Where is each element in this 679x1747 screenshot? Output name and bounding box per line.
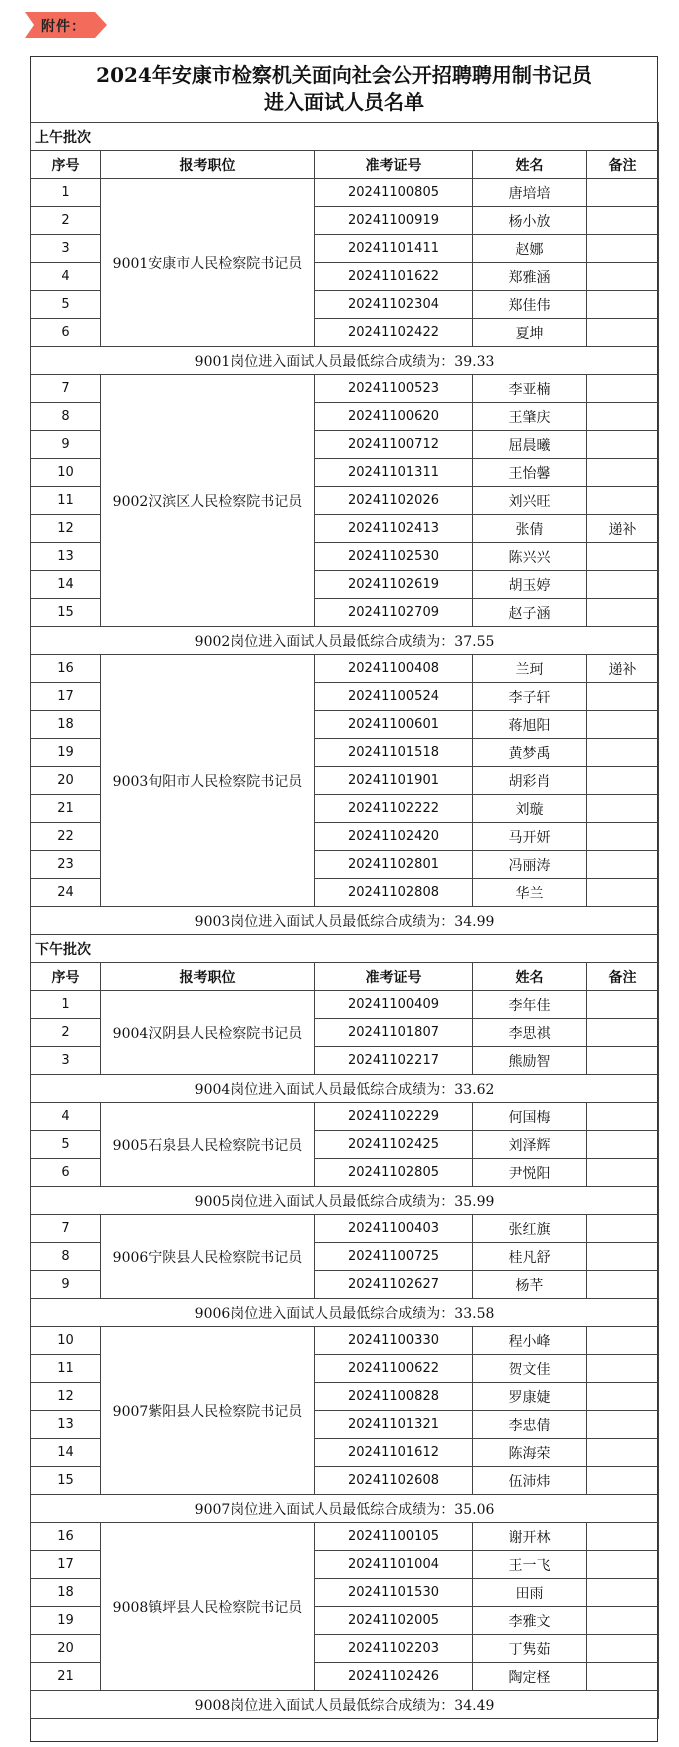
note-cell [587, 571, 659, 599]
name-cell: 王肇庆 [473, 403, 587, 431]
min-score-summary: 9006岗位进入面试人员最低综合成绩为：33.58 [31, 1299, 659, 1327]
ticket-cell: 20241102217 [315, 1047, 473, 1075]
note-cell [587, 263, 659, 291]
name-cell: 刘兴旺 [473, 487, 587, 515]
name-cell: 熊励智 [473, 1047, 587, 1075]
name-cell: 郑佳伟 [473, 291, 587, 319]
ticket-cell: 20241102420 [315, 823, 473, 851]
name-cell: 王一飞 [473, 1551, 587, 1579]
name-cell: 张红旗 [473, 1215, 587, 1243]
name-cell: 程小峰 [473, 1327, 587, 1355]
attachment-tag [25, 12, 107, 38]
seq-cell: 3 [31, 1047, 101, 1075]
note-cell [587, 1327, 659, 1355]
note-cell [587, 179, 659, 207]
note-cell [587, 375, 659, 403]
ticket-cell: 20241100805 [315, 179, 473, 207]
seq-cell: 11 [31, 487, 101, 515]
seq-cell: 19 [31, 1607, 101, 1635]
ticket-cell: 20241101612 [315, 1439, 473, 1467]
name-cell: 华兰 [473, 879, 587, 907]
seq-cell: 17 [31, 683, 101, 711]
name-cell: 李亚楠 [473, 375, 587, 403]
name-cell: 赵娜 [473, 235, 587, 263]
seq-cell: 1 [31, 991, 101, 1019]
table-row [31, 1327, 659, 1355]
ticket-cell: 20241102203 [315, 1635, 473, 1663]
name-cell: 夏坤 [473, 319, 587, 347]
note-cell [587, 1663, 659, 1691]
ticket-cell: 20241102619 [315, 571, 473, 599]
table-row [31, 179, 659, 207]
ticket-cell: 20241100622 [315, 1355, 473, 1383]
min-score-summary: 9008岗位进入面试人员最低综合成绩为：34.49 [31, 1691, 659, 1719]
min-score-summary: 9005岗位进入面试人员最低综合成绩为：35.99 [31, 1187, 659, 1215]
header-row [31, 963, 659, 991]
header-note: 备注 [587, 151, 659, 179]
session-label: 上午批次 [31, 123, 659, 151]
position-cell: 9004汉阴县人民检察院书记员 [101, 991, 315, 1075]
page-title [30, 62, 658, 116]
seq-cell: 12 [31, 1383, 101, 1411]
seq-cell: 5 [31, 1131, 101, 1159]
note-cell [587, 1635, 659, 1663]
note-cell [587, 1551, 659, 1579]
min-score-summary: 9003岗位进入面试人员最低综合成绩为：34.99 [31, 907, 659, 935]
seq-cell: 18 [31, 1579, 101, 1607]
header-ticket: 准考证号 [315, 151, 473, 179]
note-cell [587, 1047, 659, 1075]
note-cell [587, 1159, 659, 1187]
name-cell: 罗康婕 [473, 1383, 587, 1411]
name-cell: 胡玉婷 [473, 571, 587, 599]
seq-cell: 9 [31, 431, 101, 459]
note-cell [587, 291, 659, 319]
ticket-cell: 20241100919 [315, 207, 473, 235]
name-cell: 唐培培 [473, 179, 587, 207]
seq-cell: 20 [31, 767, 101, 795]
table-row [31, 375, 659, 403]
header-seq: 序号 [31, 151, 101, 179]
ticket-cell: 20241100330 [315, 1327, 473, 1355]
summary-row [31, 1187, 659, 1215]
header-name: 姓名 [473, 963, 587, 991]
candidate-table [30, 122, 659, 1719]
header-ticket: 准考证号 [315, 963, 473, 991]
seq-cell: 12 [31, 515, 101, 543]
ticket-cell: 20241102709 [315, 599, 473, 627]
ticket-cell: 20241101518 [315, 739, 473, 767]
seq-cell: 11 [31, 1355, 101, 1383]
note-cell [587, 431, 659, 459]
position-cell: 9001安康市人民检察院书记员 [101, 179, 315, 347]
seq-cell: 6 [31, 1159, 101, 1187]
note-cell [587, 599, 659, 627]
name-cell: 胡彩肖 [473, 767, 587, 795]
note-cell [587, 1103, 659, 1131]
name-cell: 贺文佳 [473, 1355, 587, 1383]
seq-cell: 3 [31, 235, 101, 263]
position-cell: 9006宁陕县人民检察院书记员 [101, 1215, 315, 1299]
seq-cell: 2 [31, 207, 101, 235]
ticket-cell: 20241102413 [315, 515, 473, 543]
note-cell [587, 851, 659, 879]
min-score-summary: 9004岗位进入面试人员最低综合成绩为：33.62 [31, 1075, 659, 1103]
note-cell [587, 1411, 659, 1439]
session-row [31, 123, 659, 151]
ticket-cell: 20241102608 [315, 1467, 473, 1495]
min-score-summary: 9007岗位进入面试人员最低综合成绩为：35.06 [31, 1495, 659, 1523]
name-cell: 桂凡舒 [473, 1243, 587, 1271]
name-cell: 王怡馨 [473, 459, 587, 487]
position-cell: 9008镇坪县人民检察院书记员 [101, 1523, 315, 1691]
seq-cell: 22 [31, 823, 101, 851]
header-row [31, 151, 659, 179]
seq-cell: 21 [31, 1663, 101, 1691]
ticket-cell: 20241100828 [315, 1383, 473, 1411]
ticket-cell: 20241102808 [315, 879, 473, 907]
seq-cell: 19 [31, 739, 101, 767]
note-cell [587, 879, 659, 907]
name-cell: 杨小放 [473, 207, 587, 235]
attachment-label: 附件： [41, 19, 86, 35]
name-cell: 尹悦阳 [473, 1159, 587, 1187]
ticket-cell: 20241102026 [315, 487, 473, 515]
ticket-cell: 20241101530 [315, 1579, 473, 1607]
seq-cell: 17 [31, 1551, 101, 1579]
ticket-cell: 20241100408 [315, 655, 473, 683]
header-name: 姓名 [473, 151, 587, 179]
position-cell: 9005石泉县人民检察院书记员 [101, 1103, 315, 1187]
summary-row [31, 627, 659, 655]
min-score-summary: 9002岗位进入面试人员最低综合成绩为：37.55 [31, 627, 659, 655]
ticket-cell: 20241100601 [315, 711, 473, 739]
summary-row [31, 907, 659, 935]
seq-cell: 7 [31, 375, 101, 403]
name-cell: 李子轩 [473, 683, 587, 711]
ticket-cell: 20241100409 [315, 991, 473, 1019]
ticket-cell: 20241100725 [315, 1243, 473, 1271]
summary-row [31, 1299, 659, 1327]
header-note: 备注 [587, 963, 659, 991]
seq-cell: 13 [31, 1411, 101, 1439]
ticket-cell: 20241102426 [315, 1663, 473, 1691]
seq-cell: 9 [31, 1271, 101, 1299]
name-cell: 李年佳 [473, 991, 587, 1019]
name-cell: 李忠倩 [473, 1411, 587, 1439]
summary-row [31, 347, 659, 375]
ticket-cell: 20241102627 [315, 1271, 473, 1299]
ticket-cell: 20241102304 [315, 291, 473, 319]
name-cell: 张倩 [473, 515, 587, 543]
note-cell [587, 1271, 659, 1299]
seq-cell: 6 [31, 319, 101, 347]
note-cell [587, 1243, 659, 1271]
name-cell: 蒋旭阳 [473, 711, 587, 739]
seq-cell: 8 [31, 1243, 101, 1271]
name-cell: 陈海荣 [473, 1439, 587, 1467]
position-cell: 9002汉滨区人民检察院书记员 [101, 375, 315, 627]
name-cell: 陶定柽 [473, 1663, 587, 1691]
note-cell [587, 711, 659, 739]
seq-cell: 7 [31, 1215, 101, 1243]
name-cell: 杨芊 [473, 1271, 587, 1299]
session-label: 下午批次 [31, 935, 659, 963]
ticket-cell: 20241102425 [315, 1131, 473, 1159]
ticket-cell: 20241101622 [315, 263, 473, 291]
note-cell [587, 1439, 659, 1467]
ticket-cell: 20241102005 [315, 1607, 473, 1635]
seq-cell: 14 [31, 1439, 101, 1467]
name-cell: 刘泽辉 [473, 1131, 587, 1159]
session-row [31, 935, 659, 963]
ticket-cell: 20241100105 [315, 1523, 473, 1551]
name-cell: 丁隽茹 [473, 1635, 587, 1663]
seq-cell: 4 [31, 1103, 101, 1131]
seq-cell: 20 [31, 1635, 101, 1663]
note-cell [587, 459, 659, 487]
table-row [31, 1103, 659, 1131]
seq-cell: 13 [31, 543, 101, 571]
ticket-cell: 20241100712 [315, 431, 473, 459]
note-cell [587, 543, 659, 571]
ticket-cell: 20241100524 [315, 683, 473, 711]
seq-cell: 15 [31, 1467, 101, 1495]
title-line-2: 进入面试人员名单 [264, 90, 424, 114]
min-score-summary: 9001岗位进入面试人员最低综合成绩为：39.33 [31, 347, 659, 375]
note-cell [587, 1523, 659, 1551]
seq-cell: 16 [31, 655, 101, 683]
name-cell: 谢开林 [473, 1523, 587, 1551]
summary-row [31, 1691, 659, 1719]
name-cell: 伍沛炜 [473, 1467, 587, 1495]
table-row [31, 1523, 659, 1551]
position-cell: 9003旬阳市人民检察院书记员 [101, 655, 315, 907]
header-seq: 序号 [31, 963, 101, 991]
note-cell [587, 767, 659, 795]
table-row [31, 991, 659, 1019]
ticket-cell: 20241102422 [315, 319, 473, 347]
summary-row [31, 1495, 659, 1523]
ticket-cell: 20241102222 [315, 795, 473, 823]
note-cell [587, 487, 659, 515]
ticket-cell: 20241101901 [315, 767, 473, 795]
seq-cell: 5 [31, 291, 101, 319]
seq-cell: 15 [31, 599, 101, 627]
note-cell: 递补 [587, 655, 659, 683]
seq-cell: 14 [31, 571, 101, 599]
seq-cell: 24 [31, 879, 101, 907]
ticket-cell: 20241101004 [315, 1551, 473, 1579]
note-cell [587, 739, 659, 767]
ticket-cell: 20241101311 [315, 459, 473, 487]
name-cell: 冯丽涛 [473, 851, 587, 879]
ticket-cell: 20241101807 [315, 1019, 473, 1047]
seq-cell: 23 [31, 851, 101, 879]
note-cell [587, 1467, 659, 1495]
seq-cell: 21 [31, 795, 101, 823]
note-cell [587, 795, 659, 823]
seq-cell: 16 [31, 1523, 101, 1551]
position-cell: 9007紫阳县人民检察院书记员 [101, 1327, 315, 1495]
ticket-cell: 20241102805 [315, 1159, 473, 1187]
ticket-cell: 20241100523 [315, 375, 473, 403]
note-cell [587, 319, 659, 347]
note-cell [587, 207, 659, 235]
table-row [31, 655, 659, 683]
note-cell [587, 1383, 659, 1411]
note-cell [587, 1579, 659, 1607]
header-position: 报考职位 [101, 151, 315, 179]
note-cell [587, 403, 659, 431]
seq-cell: 18 [31, 711, 101, 739]
note-cell [587, 1355, 659, 1383]
ticket-cell: 20241102530 [315, 543, 473, 571]
seq-cell: 10 [31, 1327, 101, 1355]
seq-cell: 2 [31, 1019, 101, 1047]
table-row [31, 1215, 659, 1243]
note-cell [587, 1215, 659, 1243]
name-cell: 郑雅涵 [473, 263, 587, 291]
note-cell [587, 1131, 659, 1159]
ticket-cell: 20241101321 [315, 1411, 473, 1439]
name-cell: 田雨 [473, 1579, 587, 1607]
name-cell: 陈兴兴 [473, 543, 587, 571]
name-cell: 李思祺 [473, 1019, 587, 1047]
name-cell: 李雅文 [473, 1607, 587, 1635]
note-cell [587, 235, 659, 263]
header-position: 报考职位 [101, 963, 315, 991]
seq-cell: 8 [31, 403, 101, 431]
ticket-cell: 20241102229 [315, 1103, 473, 1131]
note-cell [587, 991, 659, 1019]
note-cell [587, 1607, 659, 1635]
name-cell: 黄梦禹 [473, 739, 587, 767]
note-cell [587, 823, 659, 851]
name-cell: 何国梅 [473, 1103, 587, 1131]
name-cell: 刘璇 [473, 795, 587, 823]
name-cell: 赵子涵 [473, 599, 587, 627]
ticket-cell: 20241100620 [315, 403, 473, 431]
name-cell: 屈晨曦 [473, 431, 587, 459]
seq-cell: 10 [31, 459, 101, 487]
note-cell: 递补 [587, 515, 659, 543]
ticket-cell: 20241102801 [315, 851, 473, 879]
note-cell [587, 683, 659, 711]
seq-cell: 1 [31, 179, 101, 207]
note-cell [587, 1019, 659, 1047]
name-cell: 马开妍 [473, 823, 587, 851]
ticket-cell: 20241100403 [315, 1215, 473, 1243]
summary-row [31, 1075, 659, 1103]
seq-cell: 4 [31, 263, 101, 291]
ticket-cell: 20241101411 [315, 235, 473, 263]
name-cell: 兰珂 [473, 655, 587, 683]
title-line-1: 2024年安康市检察机关面向社会公开招聘聘用制书记员 [96, 63, 592, 87]
